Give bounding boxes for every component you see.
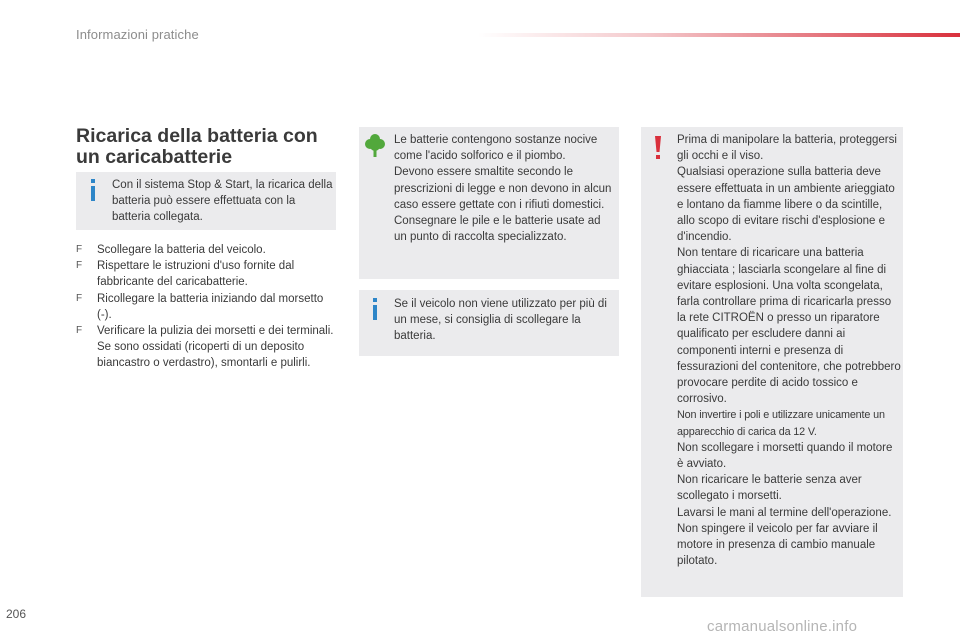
page-number: 206 (6, 607, 27, 621)
list-item: F Verificare la pulizia dei morsetti e dei terminali. Se sono ossidati (ricoperti di un deposito biancastro o verdastro), smontarli e pulirli. (76, 325, 334, 370)
eco-paragraph: Devono essere smaltite secondo le prescrizioni di legge e non devono in alcun caso essere gettate con i rifiuti domestici. (394, 166, 612, 211)
list-item: F Ricollegare la batteria iniziando dal morsetto (-). (76, 292, 324, 321)
section-title: Ricarica della batteria con un caricabatterie (76, 125, 318, 168)
eco-paragraph: Consegnare le pile e le batterie usate ad un punto di raccolta specializzato. (394, 215, 601, 244)
warning-paragraph: Non tentare di ricaricare una batteria ghiacciata ; lasciarla scongelare al fine di evitare esplosioni. Una volta scongelata, farla controllare prima di ricaricarla presso la rete CITROËN o presso un riparatore qualificato per escludere danni ai componenti interni e presenza di fessurazioni del contenitore, che potrebbero provocare perdite di acido tossico e corrosivo. (677, 247, 901, 406)
info-box-stop-start (76, 172, 336, 230)
tree-icon (365, 133, 385, 157)
header-rule (478, 33, 960, 37)
warning-box (641, 127, 903, 597)
warning-paragraph: Lavarsi le mani al termine dell'operazione. (677, 506, 892, 519)
warning-paragraph: Non ricaricare le batterie senza aver scollegato i morsetti. (677, 474, 862, 503)
list-item: F Rispettare le istruzioni d'uso fornite dal fabbricante del caricabatterie. (76, 260, 295, 289)
list-item: F Scollegare la batteria del veicolo. (76, 242, 338, 258)
warning-box-text (677, 132, 901, 569)
bullet-marker: F (76, 325, 83, 337)
info-box-stop-start-text: Con il sistema Stop & Start, la ricarica della batteria può essere effettuata con la batteria collegata. (112, 179, 333, 224)
info-box-storage (359, 290, 619, 356)
bullet-marker: F (76, 244, 83, 255)
eco-paragraph: Le batterie contengono sostanze nocive come l'acido solforico e il piombo. (394, 134, 598, 163)
bullet-marker: F (76, 260, 83, 272)
bullet-marker: F (76, 292, 83, 304)
header-title: Informazioni pratiche (76, 27, 199, 42)
exclamation-icon (654, 136, 662, 160)
warning-paragraph: Non invertire i poli e utilizzare unicamente un apparecchio di carica da 12 V. (677, 409, 885, 438)
watermark[interactable]: carmanualsonline.info (707, 618, 858, 635)
eco-box-text (394, 132, 616, 245)
warning-paragraph: Prima di manipolare la batteria, proteggersi gli occhi e il viso. (677, 134, 897, 163)
steps-list (76, 242, 338, 372)
info-box-storage-text: Se il veicolo non viene utilizzato per più di un mese, si consiglia di scollegare la batteria. (394, 298, 607, 343)
warning-paragraph: Non scollegare i morsetti quando il motore è avviato. (677, 441, 893, 471)
info-icon (370, 298, 380, 320)
info-icon (88, 179, 98, 201)
warning-paragraph: Qualsiasi operazione sulla batteria deve essere effettuata in un ambiente arieggiato e lontano da fiamme libere o da scintille, allo scopo di evitare rischi d'esplosione e d'incendio. (677, 166, 895, 244)
warning-final-paragraph: Non spingere il veicolo per far avviare il motore in presenza di cambio manuale pilotato. (677, 522, 878, 568)
eco-box (359, 127, 619, 279)
